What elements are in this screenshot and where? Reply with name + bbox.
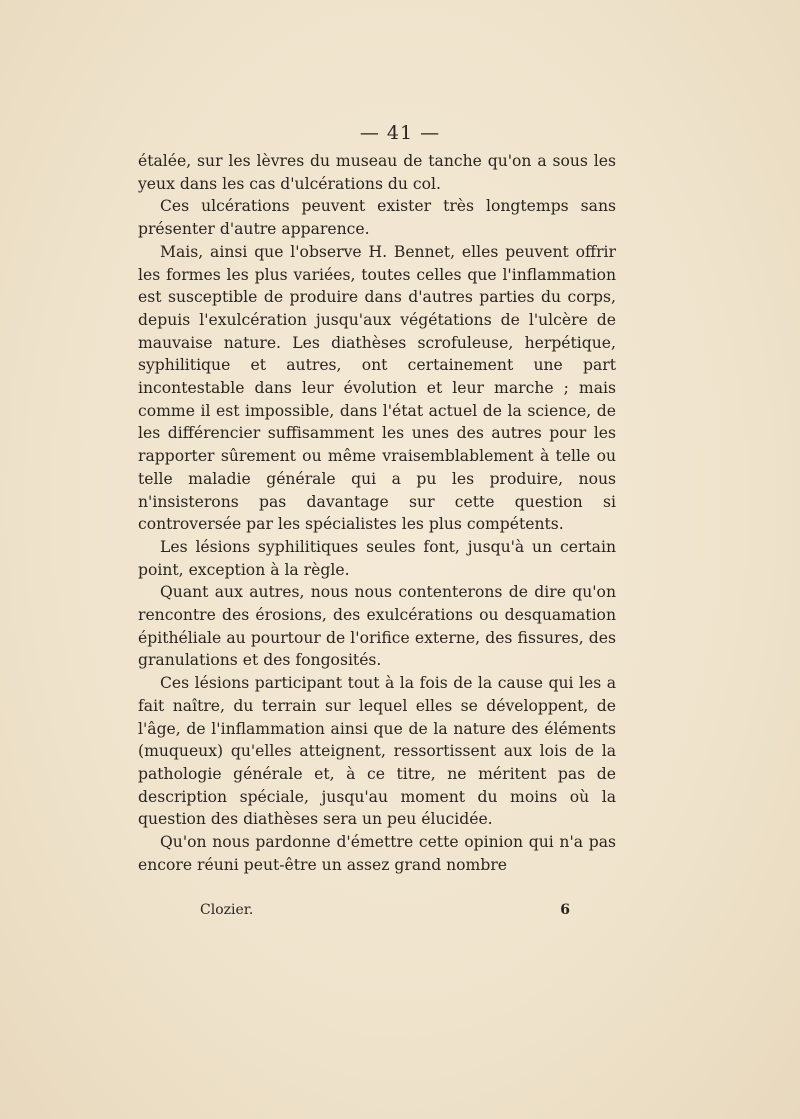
author-signature: Clozier.: [200, 902, 254, 918]
paragraph: Quant aux autres, nous nous contenterons de dire qu'on rencontre des érosions, des exulcérations ou desquamation épithéliale au pourtour de l'orifice externe, des fissures, des granulations et des fongosités.: [138, 583, 616, 670]
page-footer: [200, 902, 570, 918]
paragraph: Ces ulcérations peuvent exister très longtemps sans présenter d'autre apparence.: [138, 197, 616, 239]
paragraph: Ces lésions participant tout à la fois de la cause qui les a fait naître, du terrain sur lequel elles se développent, de l'âge, de l'inflammation ainsi que de la nature des éléments (muqueux) qu'elles atteignent, ressortissent aux lois de la pathologie générale et, à ce titre, ne méritent pas de description spéciale, jusqu'au moment du moins où la question des diathèses sera un peu élucidée.: [138, 674, 616, 829]
paragraph: Qu'on nous pardonne d'émettre cette opinion qui n'a pas encore réuni peut-être un assez grand nombre: [138, 833, 616, 874]
page-number: — 41 —: [359, 122, 441, 144]
paragraph: Mais, ainsi que l'observe H. Bennet, elles peuvent offrir les formes les plus variées, toutes celles que l'inflammation est susceptible de produire dans d'autres parties du corps, depuis l'exulcération jusqu'aux végétations de l'ulcère de mauvaise nature. Les diathèses scrofuleuse, herpétique, syphilitique et autres, ont certainement une part incontestable dans leur évolution et leur marche ; mais comme il est impossible, dans l'état actuel de la science, de les différencier suffisamment les unes des autres pour les rapporter sûrement ou même vraisemblablement à telle ou telle maladie générale qui a pu les produire, nous n'insisterons pas davantage sur cette question si controversée par les spécialistes les plus compétents.: [138, 242, 616, 534]
paragraph: étalée, sur les lèvres du museau de tanche qu'on a sous les yeux dans les cas d'ulcérations du col.: [138, 152, 616, 193]
paragraph: Les lésions syphilitiques seules font, jusqu'à un certain point, exception à la règle.: [138, 537, 616, 579]
body-text: [138, 150, 616, 877]
sheet-number: 6: [560, 902, 570, 918]
